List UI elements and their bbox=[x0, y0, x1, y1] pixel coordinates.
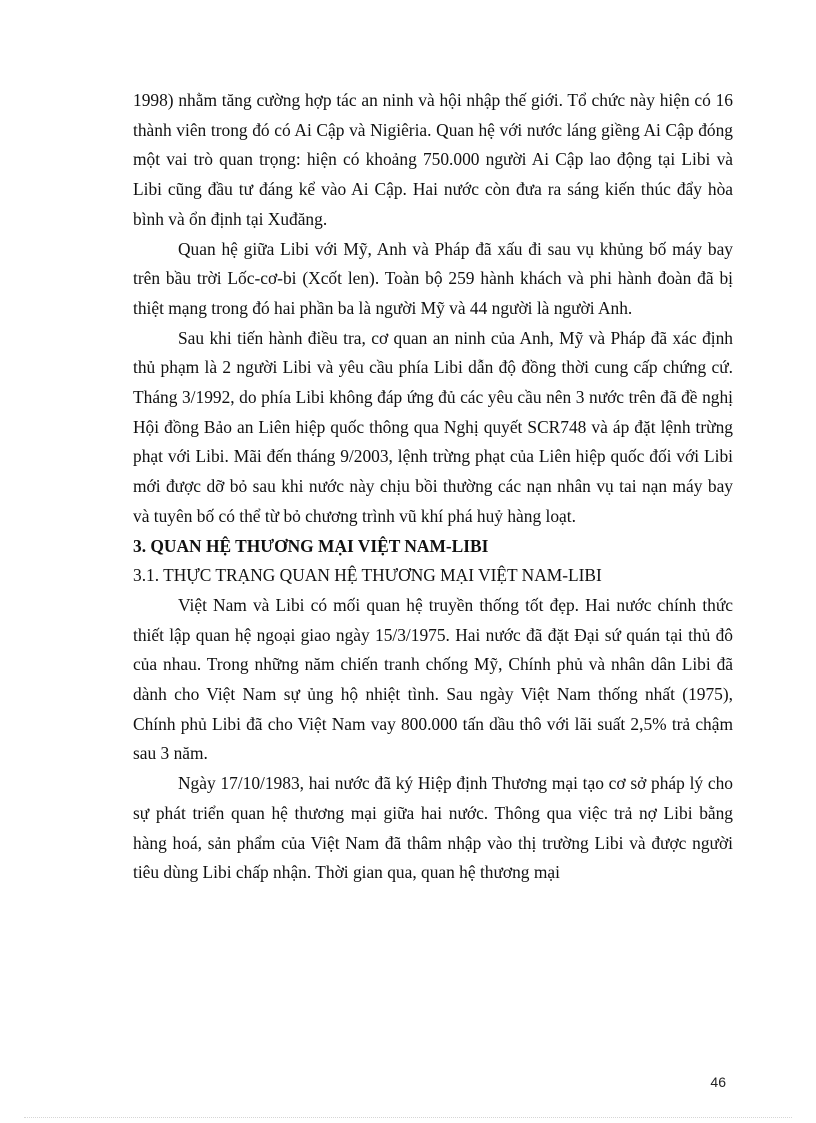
section-heading: 3. QUAN HỆ THƯƠNG MẠI VIỆT NAM-LIBI bbox=[133, 535, 489, 556]
paragraph-continuation: 1998) nhằm tăng cường hợp tác an ninh và hội nhập thế giới. Tổ chức này hiện có 16 thành viên trong đó có Ai Cập và Nigiêria. Quan hệ với nước láng giềng Ai Cập đóng một vai trò quan trọng: hiện có khoảng 750.000 người Ai Cập lao động tại Libi và Libi cũng đầu tư đáng kể vào Ai Cập. Hai nước còn đưa ra sáng kiến thúc đẩy hòa bình và ổn định tại Xuđăng. bbox=[133, 90, 733, 229]
footer-divider bbox=[24, 1117, 792, 1118]
document-page bbox=[133, 86, 733, 888]
paragraph-libya-west-relations: Quan hệ giữa Libi với Mỹ, Anh và Pháp đã xấu đi sau vụ khủng bố máy bay trên bầu trời Lốc-cơ-bi (Xcốt len). Toàn bộ 259 hành khách và phi hành đoàn đã bị thiệt mạng trong đó hai phần ba là người Mỹ và 44 người là người Anh. bbox=[133, 238, 733, 318]
page-number: 46 bbox=[710, 1074, 726, 1090]
paragraph-investigation-sanctions: Sau khi tiến hành điều tra, cơ quan an ninh của Anh, Mỹ và Pháp đã xác định thủ phạm là 2 người Libi và yêu cầu phía Libi dẫn độ đồng thời cung cấp chứng cứ. Tháng 3/1992, do phía Libi không đáp ứng đủ các yêu cầu nên 3 nước trên đã đề nghị Hội đồng Bảo an Liên hiệp quốc thông qua Nghị quyết SCR748 và áp đặt lệnh trừng phạt với Libi. Mãi đến tháng 9/2003, lệnh trừng phạt của Liên hiệp quốc đối với Libi mới được dỡ bỏ sau khi nước này chịu bồi thường các nạn nhân vụ tai nạn máy bay và tuyên bố có thể từ bỏ chương trình vũ khí phá huỷ hàng loạt. bbox=[133, 327, 733, 526]
paragraph-trade-agreement: Ngày 17/10/1983, hai nước đã ký Hiệp định Thương mại tạo cơ sở pháp lý cho sự phát triển quan hệ thương mại giữa hai nước. Thông qua việc trả nợ Libi bằng hàng hoá, sản phẩm của Việt Nam đã thâm nhập vào thị trường Libi và được người tiêu dùng Libi chấp nhận. Thời gian qua, quan hệ thương mại bbox=[133, 773, 733, 883]
subsection-heading: 3.1. THỰC TRẠNG QUAN HỆ THƯƠNG MẠI VIỆT NAM-LIBI bbox=[133, 565, 602, 586]
paragraph-vietnam-libya-relations: Việt Nam và Libi có mối quan hệ truyền thống tốt đẹp. Hai nước chính thức thiết lập quan hệ ngoại giao ngày 15/3/1975. Hai nước đã đặt Đại sứ quán tại thủ đô của nhau. Trong những năm chiến tranh chống Mỹ, Chính phủ và nhân dân Libi đã dành cho Việt Nam sự ủng hộ nhiệt tình. Sau ngày Việt Nam thống nhất (1975), Chính phủ Libi đã cho Việt Nam vay 800.000 tấn dầu thô với lãi suất 2,5% trả chậm sau 3 năm. bbox=[133, 594, 733, 764]
